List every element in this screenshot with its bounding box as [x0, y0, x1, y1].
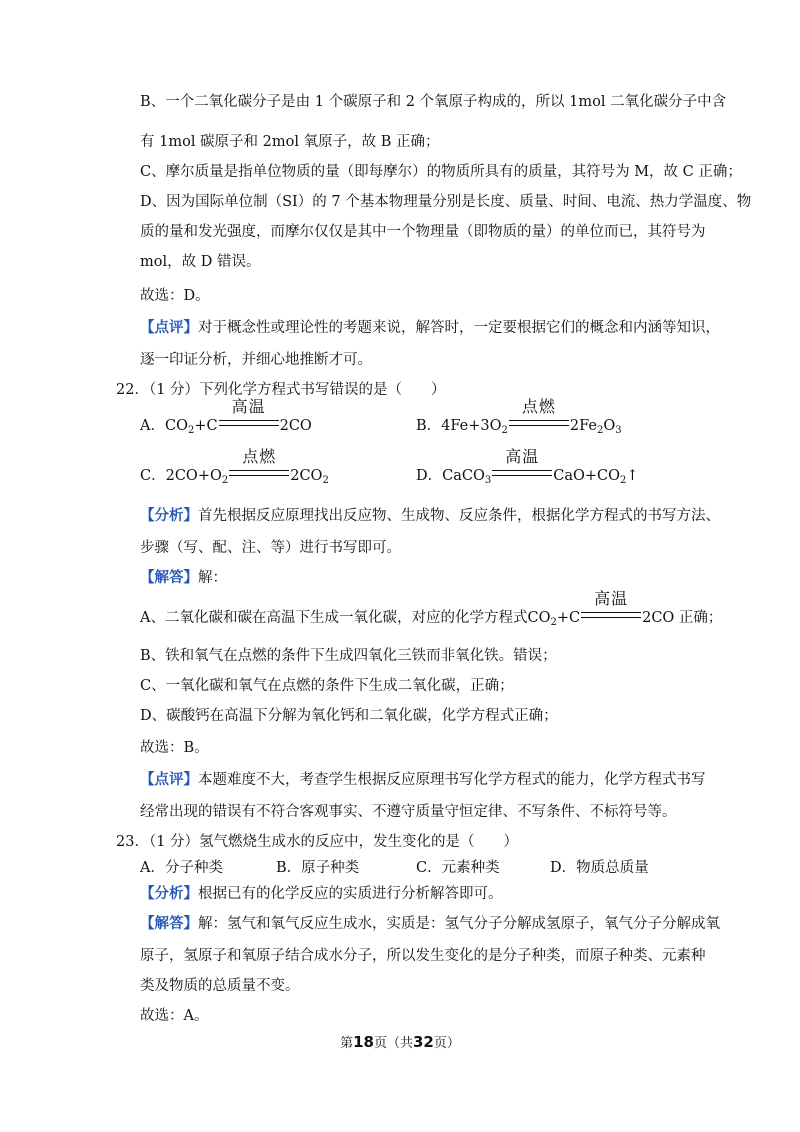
answer-a-line: A、二氧化碳和碳在高温下生成一氧化碳，对应的化学方程式$CO_2+C$ 高温 2CO 正确； — [140, 589, 723, 628]
option-c: C．$2CO+O_2$ 点燃 $2CO_2$ — [140, 447, 329, 486]
question-23-stem: 23．（1 分）氢气燃烧生成水的反应中，发生变化的是（ ） — [116, 834, 519, 850]
reaction-condition-high-temp: 高温 — [219, 414, 279, 430]
question-22-stem: 22．（1 分）下列化学方程式书写错误的是（ ） — [116, 382, 446, 398]
answer-tag: 【解答】 — [140, 915, 198, 932]
text-line: B、铁和氧气在点燃的条件下生成四氧化三铁而非氧化铁。错误； — [140, 648, 557, 664]
answer-line: 【解答】解： — [140, 569, 227, 586]
reaction-condition-high-temp: 高温 — [581, 606, 641, 622]
answer-line: 【解答】解：氢气和氧气反应生成水，实质是：氢气分子分解成氢原子，氧气分子分解成氧 — [140, 915, 720, 932]
analysis-tag: 【分析】 — [140, 885, 198, 902]
text-line: 质的量和发光强度，而摩尔仅仅是其中一个物理量（即物质的量）的单位而已，其符号为 — [140, 224, 706, 240]
text-line: 故选：D。 — [140, 288, 210, 304]
page-footer: 第18页（共32页） — [340, 1033, 460, 1051]
option-label: D． — [416, 468, 443, 484]
option-a: A．$CO_2+C$ 高温 2CO — [140, 397, 312, 436]
page-total: 32 — [413, 1033, 434, 1051]
review-line — [140, 318, 720, 338]
option-d: D．物质总质量 — [550, 860, 649, 876]
option-label: B． — [416, 418, 442, 434]
text-line: 故选：B。 — [140, 740, 209, 756]
review-text: 对于概念性或理论性的考题来说，解答时，一定要根据它们的概念和内涵等知识， — [198, 320, 720, 336]
page-number: 18 — [353, 1033, 374, 1051]
text-line: 原子，氢原子和氧原子结合成水分子，所以发生变化的是分子种类，而原子种类、元素种 — [140, 948, 706, 964]
text-line: 经常出现的错误有不符合客观事实、不遵守质量守恒定律、不写条件、不标符号等。 — [140, 804, 677, 820]
option-a: A．分子种类 — [140, 860, 223, 876]
text-line: 逐一印证分析，并细心地推断才可。 — [140, 352, 372, 368]
analysis-line: 【分析】根据已有的化学反应的实质进行分析解答即可。 — [140, 885, 503, 902]
review-tag: 【点评】 — [140, 771, 198, 788]
text-line: mol，故 D 错误。 — [140, 254, 261, 270]
review-tag: 【点评】 — [140, 319, 198, 336]
reaction-condition-ignite: 点燃 — [509, 414, 569, 430]
text-line: 步骤（写、配、注、等）进行书写即可。 — [140, 540, 401, 556]
reaction-condition-ignite: 点燃 — [229, 464, 289, 480]
text-line: C、一氧化碳和氧气在点燃的条件下生成二氧化碳，正确； — [140, 678, 514, 694]
option-label: C． — [140, 468, 166, 484]
option-b: B．原子种类 — [276, 860, 360, 876]
option-c: C．元素种类 — [416, 860, 500, 876]
option-d: D．CaCO$_3$ 高温 $CaO+CO_2↑$ — [416, 447, 639, 486]
analysis-line: 【分析】首先根据反应原理找出反应物、生成物、反应条件，根据化学方程式的书写方法、 — [140, 507, 720, 524]
analysis-tag: 【分析】 — [140, 507, 198, 524]
option-label: A． — [140, 418, 165, 434]
text-line: D、因为国际单位制（SI）的 7 个基本物理量分别是长度、质量、时间、电流、热力学温度、物 — [140, 194, 752, 210]
option-b: B．$4Fe+3O_2$ 点燃 $2Fe_2O_3$ — [416, 397, 622, 436]
text-line: 有 1mol 碳原子和 2mol 氧原子，故 B 正确； — [140, 134, 440, 150]
text-line: D、碳酸钙在高温下分解为氧化钙和二氧化碳，化学方程式正确； — [140, 708, 558, 724]
answer-tag: 【解答】 — [140, 569, 198, 586]
review-line: 【点评】本题难度不大，考查学生根据反应原理书写化学方程式的能力，化学方程式书写 — [140, 771, 706, 788]
text-line: B、一个二氧化碳分子是由 1 个碳原子和 2 个氧原子构成的，所以 1mol 二氧化碳分子中含 — [140, 94, 727, 110]
text-line: 类及物质的总质量不变。 — [140, 978, 300, 994]
reaction-condition-high-temp: 高温 — [492, 464, 552, 480]
text-line: C、摩尔质量是指单位物质的量（即每摩尔）的物质所具有的质量，其符号为 M，故 C 正确； — [140, 164, 742, 180]
text-line: 故选：A。 — [140, 1008, 209, 1024]
